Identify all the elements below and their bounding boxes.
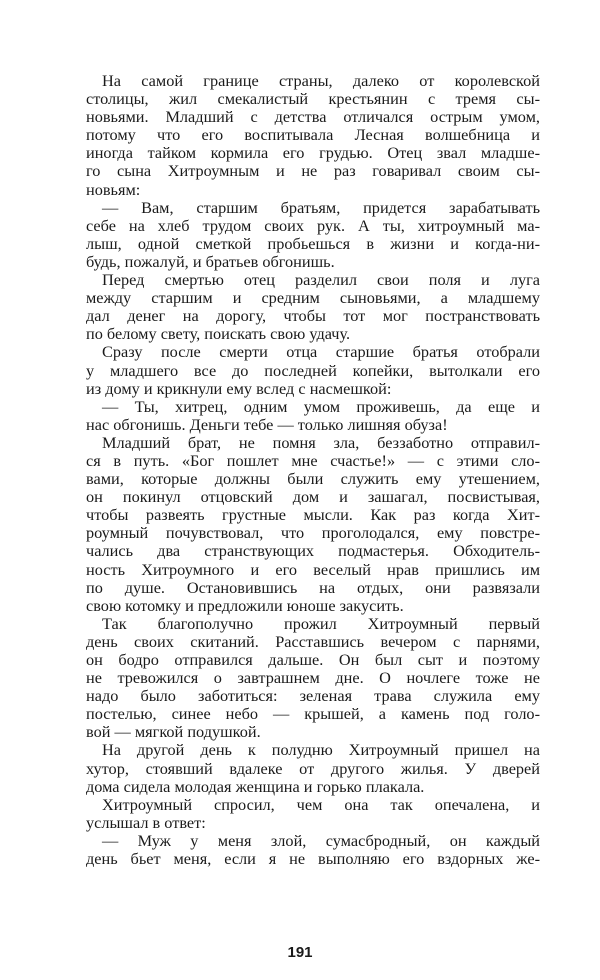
text-line: свою котомку и предложили юноше закусить. [86,595,404,615]
paragraph [86,615,540,742]
text-line: не тревожился о завтрашнем дне. О ночлеге тоже не [86,668,540,688]
text-line: ность Хитроумного и его веселый нрав пришлись им [86,559,540,579]
text-line: дома сидела молодая женщина и горько плакала. [86,776,425,796]
text-line: новьям: [86,179,141,199]
text-line: он покинул отцовский дом и зашагал, посвистывая, [86,487,540,507]
paragraph [86,832,540,868]
text-line: Сразу после смерти отца старшие братья отобрали [102,342,540,362]
text-line: будь, пожалуй, и братьев обгонишь. [86,251,335,271]
paragraph [86,72,540,199]
text-line: чтобы развеять грустные мысли. Как раз когда Хит- [86,505,540,525]
text-line: На самой границе страны, далеко от королевской [102,71,540,90]
page-number: 191 [287,944,313,961]
text-line: услышал в ответ: [86,812,206,832]
text-line: себе на хлеб трудом своих рук. А ты, хитроумный ма- [86,215,540,235]
text-line: столицы, жил смекалистый крестьянин с тремя сы- [86,89,540,109]
text-line: го сына Хитроумным и не раз говаривал своим сы- [86,161,540,181]
paragraph [86,271,540,343]
text-line: новьями. Младший с детства отличался острым умом, [86,107,540,127]
paragraph [86,343,540,397]
text-line: Перед смертью отец разделил свои поля и луга [102,270,540,290]
text-line: из дому и крикнули ему вслед с насмешкой: [86,378,392,398]
paragraph [86,199,540,271]
text-line: вами, которые должны были служить ему утешением, [86,469,540,489]
text-line: — Ты, хитрец, одним умом проживешь, да еще и [102,396,540,416]
text-line: надо было заботиться: зеленая трава служила ему [86,686,540,706]
text-line: лыш, одной сметкой пробьешься в жизни и когда-ни- [86,233,540,253]
paragraph [86,398,540,434]
text-line: иногда тайком кормила его грудью. Отец звал младше- [86,143,540,163]
text-line: — Вам, старшим братьям, придется зарабатывать [102,197,540,217]
paragraph [86,796,540,832]
text-line: — Муж у меня злой, сумасбродный, он каждый [102,830,540,850]
text-line: чались два странствующих подмастерья. Обходитель- [86,541,540,561]
text-line: он бодро отправился дальше. Он был сыт и поэтому [86,650,540,669]
text-line: На другой день к полудню Хитроумный пришел на [102,740,540,760]
text-line: день бьет меня, если я не выполняю его вздорных же- [86,849,540,869]
paragraph [86,741,540,795]
text-line: нас обгонишь. Деньги тебе — только лишняя обуза! [86,414,448,434]
text-line: Так благополучно прожил Хитроумный первый [102,613,540,633]
text-line: между старшим и средним сыновьями, а младшему [86,288,540,308]
text-line: хутор, стоявший вдалеке от другого жилья. У дверей [86,758,540,778]
text-line: по душе. Остановившись на отдых, они развязали [86,577,540,597]
text-line: вой — мягкой подушкой. [86,722,261,742]
text-line: постелью, синее небо — крышей, а камень под голо- [86,704,540,724]
page-body-text [86,72,540,868]
text-line: роумный почувствовал, что проголодался, ему повстре- [86,523,540,543]
text-line: потому что его воспитывала Лесная волшебница и [86,125,540,145]
text-line: ся в путь. «Бог пошлет мне счастье!» — с этими сло- [86,450,540,470]
text-line: Хитроумный спросил, чем она так опечалена, и [102,794,540,814]
text-line: у младшего все до последней копейки, вытолкали его [86,360,540,380]
text-line: дал денег на дорогу, чтобы тот мог постранствовать [86,306,540,326]
text-line: день своих скитаний. Расставшись вечером с парнями, [86,631,540,651]
text-line: Младший брат, не помня зла, беззаботно отправил- [102,432,540,452]
paragraph [86,434,540,615]
text-line: по белому свету, поискать свою удачу. [86,324,351,344]
